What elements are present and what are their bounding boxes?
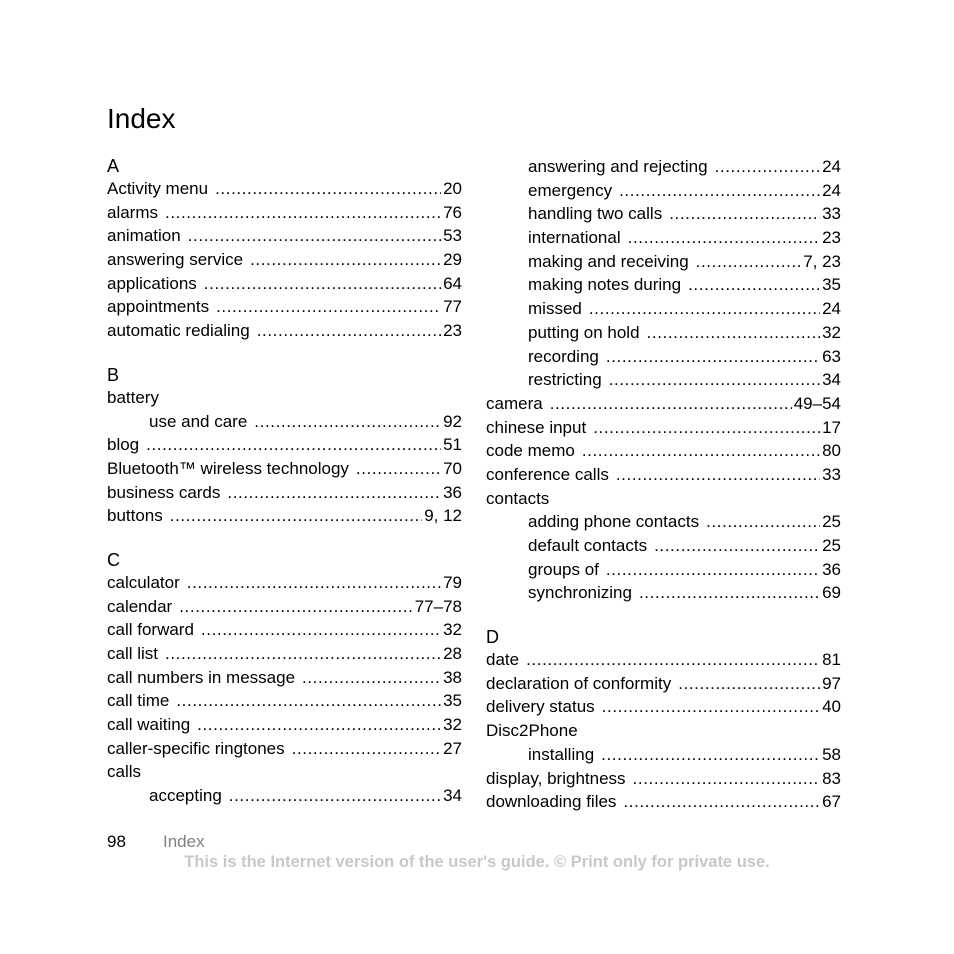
index-subentry <box>486 226 841 250</box>
index-entry <box>107 618 462 642</box>
entry-page-number: 64 <box>443 273 462 293</box>
dot-leader <box>601 743 820 767</box>
entry-page-number: 49–54 <box>793 393 841 413</box>
index-entry <box>486 648 841 672</box>
entry-page-number: 79 <box>443 572 462 592</box>
dot-leader <box>582 439 820 463</box>
index-subentry <box>486 321 841 345</box>
entry-term: use and care <box>149 411 248 431</box>
dot-leader <box>647 321 821 345</box>
dot-leader <box>165 642 441 666</box>
entry-term: automatic redialing <box>107 321 250 341</box>
index-subentry <box>486 368 841 392</box>
dot-leader <box>606 345 820 369</box>
index-subentry <box>486 534 841 558</box>
index-entry <box>107 272 462 296</box>
index-entry <box>486 672 841 696</box>
entry-term: handling two calls <box>528 204 663 224</box>
index-entry <box>486 439 841 463</box>
entry-page-number: 32 <box>443 620 462 640</box>
entry-page-number: 34 <box>822 370 841 390</box>
entry-page-number: 77 <box>443 297 462 317</box>
entry-term: installing <box>528 744 595 764</box>
index-subentry <box>486 510 841 534</box>
entry-page-number: 32 <box>443 715 462 735</box>
entry-term: emergency <box>528 180 613 200</box>
entry-term: answering service <box>107 250 244 270</box>
index-entry <box>107 295 462 319</box>
section-letter: A <box>107 156 120 176</box>
entry-term: Activity menu <box>107 179 209 198</box>
entry-term: call numbers in message <box>107 667 296 687</box>
entry-term: Disc2Phone <box>486 721 578 741</box>
dot-leader <box>170 504 422 528</box>
index-entry <box>107 481 462 505</box>
section-letter: D <box>486 627 499 648</box>
entry-term: alarms <box>107 202 159 222</box>
entry-term: applications <box>107 273 197 293</box>
entry-term: groups of <box>528 559 599 579</box>
dot-leader <box>526 648 820 672</box>
index-subentry <box>486 179 841 203</box>
index-subentry <box>486 345 841 369</box>
index-subentry <box>486 155 841 179</box>
dot-leader <box>215 177 441 201</box>
dot-leader <box>628 226 820 250</box>
entry-term: making and receiving <box>528 251 689 271</box>
entry-term: conference calls <box>486 464 609 484</box>
dot-leader <box>146 433 441 457</box>
index-entry <box>107 319 462 343</box>
dot-leader <box>669 202 820 226</box>
index-entry <box>107 642 462 666</box>
entry-page-number: 58 <box>822 744 841 764</box>
entry-page-number: 83 <box>822 768 841 788</box>
entry-page-number: 80 <box>822 441 841 461</box>
index-entry <box>486 487 841 511</box>
index-entry <box>486 416 841 440</box>
entry-term: default contacts <box>528 536 648 555</box>
entry-page-number: 33 <box>822 464 841 484</box>
dot-leader <box>589 297 820 321</box>
section-gap <box>107 343 462 364</box>
index-entry <box>107 248 462 272</box>
section-gap <box>486 605 841 626</box>
entry-term: call forward <box>107 620 194 640</box>
index-entry <box>107 224 462 248</box>
index-subentry <box>486 581 841 605</box>
dot-leader <box>257 319 441 343</box>
entry-page-number: 69 <box>822 583 841 603</box>
entry-page-number: 36 <box>443 482 462 502</box>
index-entry <box>486 767 841 791</box>
entry-term: call time <box>107 691 170 711</box>
entry-term: downloading files <box>486 792 617 812</box>
entry-term: making notes during <box>528 275 682 295</box>
entry-page-number: 27 <box>443 738 462 758</box>
entry-page-number: 97 <box>822 673 841 693</box>
dot-leader <box>179 595 413 619</box>
dot-leader <box>633 767 821 791</box>
index-column-right <box>486 155 841 814</box>
entry-term: camera <box>486 393 543 413</box>
entry-term: battery <box>107 387 159 407</box>
entry-page-number: 23 <box>822 228 841 248</box>
entry-page-number: 63 <box>822 346 841 366</box>
entry-term: synchronizing <box>528 583 632 603</box>
entry-page-number: 51 <box>443 435 462 455</box>
dot-leader <box>188 224 441 248</box>
entry-page-number: 24 <box>822 157 841 176</box>
index-subentry <box>107 784 462 808</box>
index-entry <box>486 719 841 743</box>
index-entry <box>107 457 462 481</box>
dot-leader <box>593 416 820 440</box>
dot-leader <box>706 510 820 534</box>
index-entry <box>107 595 462 619</box>
dot-leader <box>197 713 441 737</box>
entry-term: calculator <box>107 572 180 592</box>
entry-term: putting on hold <box>528 322 640 342</box>
entry-term: animation <box>107 226 181 246</box>
entry-page-number: 35 <box>822 275 841 295</box>
entry-term: calls <box>107 762 142 782</box>
dot-leader <box>254 410 441 434</box>
dot-leader <box>654 534 820 558</box>
entry-page-number: 28 <box>443 644 462 663</box>
dot-leader <box>187 571 441 595</box>
entry-term: appointments <box>107 297 210 317</box>
index-subentry <box>486 743 841 767</box>
index-entry <box>107 201 462 225</box>
index-entry <box>107 760 462 784</box>
section-letter: B <box>107 364 120 385</box>
entry-term: Bluetooth™ wireless technology <box>107 458 349 478</box>
entry-page-number: 32 <box>822 322 841 342</box>
index-entry <box>107 386 462 410</box>
entry-page-number: 70 <box>443 458 462 478</box>
entry-page-number: 77–78 <box>414 596 462 616</box>
entry-term: buttons <box>107 506 163 526</box>
entry-term: recording <box>528 346 599 366</box>
entry-term: answering and rejecting <box>528 157 708 176</box>
entry-page-number: 20 <box>443 179 462 198</box>
entry-term: international <box>528 228 621 248</box>
index-entry <box>486 392 841 416</box>
entry-page-number: 17 <box>822 417 841 437</box>
index-entry <box>486 463 841 487</box>
entry-page-number: 23 <box>443 321 462 341</box>
entry-term: adding phone contacts <box>528 512 700 532</box>
footer-section-name: Index <box>163 832 205 851</box>
entry-term: missed <box>528 299 582 319</box>
entry-page-number: 67 <box>822 792 841 812</box>
entry-term: call waiting <box>107 715 191 735</box>
dot-leader <box>302 666 441 690</box>
index-entry <box>107 666 462 690</box>
dot-leader <box>250 248 441 272</box>
index-subentry <box>486 558 841 582</box>
entry-page-number: 35 <box>443 691 462 711</box>
index-entry <box>107 571 462 595</box>
index-entry <box>107 713 462 737</box>
entry-term: date <box>486 650 520 670</box>
index-subentry <box>486 202 841 226</box>
index-entry <box>486 695 841 719</box>
entry-page-number: 7, 23 <box>803 251 841 271</box>
index-entry <box>107 177 462 201</box>
dot-leader <box>227 481 441 505</box>
index-subentry <box>486 250 841 274</box>
dot-leader <box>688 273 820 297</box>
index-entry <box>107 504 462 528</box>
index-subentry <box>486 297 841 321</box>
section-letter: C <box>107 549 120 570</box>
dot-leader <box>176 689 441 713</box>
entry-term: calendar <box>107 596 173 616</box>
dot-leader <box>550 392 792 416</box>
dot-leader <box>602 695 820 719</box>
entry-page-number: 36 <box>822 559 841 579</box>
entry-page-number: 38 <box>443 667 462 687</box>
page-title: Index <box>107 103 176 134</box>
dot-leader <box>229 784 441 808</box>
dot-leader <box>623 790 820 814</box>
section-gap <box>107 528 462 549</box>
entry-page-number: 25 <box>822 512 841 532</box>
dot-leader <box>606 558 820 582</box>
dot-leader <box>696 250 802 274</box>
dot-leader <box>678 672 820 696</box>
dot-leader <box>616 463 820 487</box>
index-subentry <box>107 410 462 434</box>
entry-term: blog <box>107 435 140 455</box>
entry-page-number: 24 <box>822 299 841 319</box>
entry-term: business cards <box>107 482 221 502</box>
entry-page-number: 92 <box>443 411 462 431</box>
entry-page-number: 40 <box>822 697 841 717</box>
entry-page-number: 81 <box>822 650 841 670</box>
entry-page-number: 53 <box>443 226 462 246</box>
dot-leader <box>639 581 820 605</box>
entry-page-number: 33 <box>822 204 841 224</box>
entry-term: call list <box>107 644 159 663</box>
dot-leader <box>204 272 441 296</box>
footer-page-number: 98 <box>107 832 126 851</box>
dot-leader <box>619 179 820 203</box>
entry-term: chinese input <box>486 417 587 437</box>
entry-term: delivery status <box>486 697 595 717</box>
entry-page-number: 9, 12 <box>424 506 462 526</box>
index-entry <box>486 790 841 814</box>
entry-page-number: 76 <box>443 202 462 222</box>
dot-leader <box>356 457 441 481</box>
entry-term: caller-specific ringtones <box>107 738 285 758</box>
index-entry <box>107 737 462 761</box>
entry-term: display, brightness <box>486 768 626 788</box>
index-entry <box>107 689 462 713</box>
entry-term: contacts <box>486 488 550 508</box>
entry-term: accepting <box>149 786 222 806</box>
entry-page-number: 34 <box>443 786 462 806</box>
entry-page-number: 25 <box>822 536 841 555</box>
entry-term: declaration of conformity <box>486 673 672 693</box>
index-subentry <box>486 273 841 297</box>
footer-usage-note: This is the Internet version of the user's guide. © Print only for private use. <box>184 853 770 871</box>
index-entry <box>107 433 462 457</box>
dot-leader <box>292 737 441 761</box>
index-column-left <box>107 155 462 808</box>
dot-leader <box>609 368 820 392</box>
entry-page-number: 24 <box>822 180 841 200</box>
entry-term: restricting <box>528 370 602 390</box>
dot-leader <box>216 295 441 319</box>
entry-term: code memo <box>486 441 575 461</box>
entry-page-number: 29 <box>443 250 462 270</box>
dot-leader <box>165 201 441 225</box>
dot-leader <box>201 618 441 642</box>
dot-leader <box>715 155 821 179</box>
